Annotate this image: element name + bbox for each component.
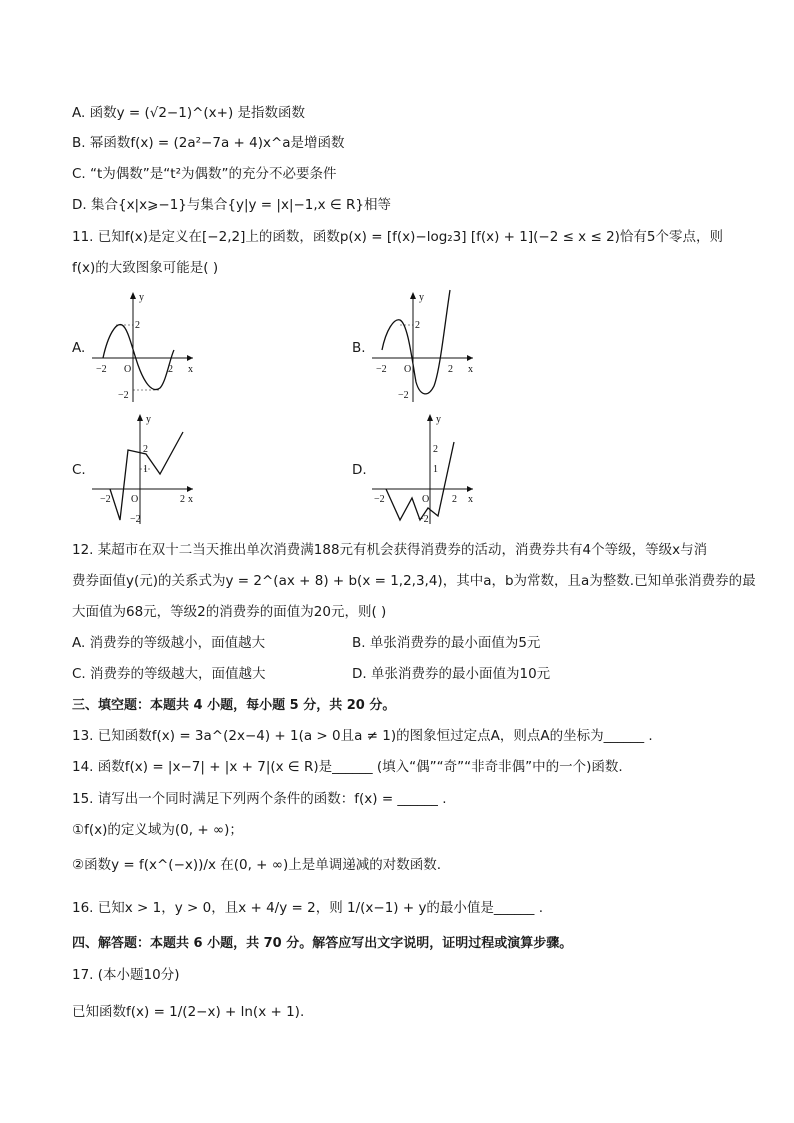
- option-a-q12: A. 消费券的等级越小，面值越大: [72, 635, 266, 651]
- graph-b: [368, 290, 478, 405]
- svg-text:y: y: [436, 414, 441, 425]
- svg-text:1: 1: [433, 464, 438, 475]
- option-d-q12: D. 单张消费券的最小面值为10元: [352, 666, 551, 682]
- svg-text:2: 2: [452, 494, 457, 505]
- graph-b-label: B.: [352, 340, 366, 356]
- question-11-line1: 11. 已知f(x)是定义在[−2,2]上的函数，函数p(x) = [f(x)−log₂3] [f(x) + 1](−2 ≤ x ≤ 2)恰有5个零点，则: [72, 229, 724, 245]
- option-c-q12: C. 消费券的等级越大，面值越大: [72, 666, 266, 682]
- svg-text:2: 2: [448, 364, 453, 375]
- svg-text:−2: −2: [398, 390, 409, 401]
- svg-text:x: x: [468, 494, 473, 505]
- option-b-q10: B. 幂函数f(x) = (2a²−7a + 4)x^a是增函数: [72, 135, 345, 151]
- svg-text:2: 2: [415, 320, 420, 331]
- axis-x-label: x: [188, 364, 193, 375]
- section-4-heading: 四、解答题：本题共 6 小题，共 70 分。解答应写出文字说明，证明过程或演算步骤。: [72, 936, 573, 951]
- svg-text:2: 2: [135, 320, 140, 331]
- option-c-q10: C. “t为偶数”是“t²为偶数”的充分不必要条件: [72, 166, 337, 182]
- question-17-line1: 已知函数f(x) = 1/(2−x) + ln(x + 1).: [72, 1004, 305, 1020]
- svg-text:2: 2: [168, 364, 173, 375]
- svg-text:−2: −2: [100, 494, 111, 505]
- svg-text:y: y: [146, 414, 151, 425]
- svg-text:x: x: [188, 494, 193, 505]
- question-13: 13. 已知函数f(x) = 3a^(2x−4) + 1(a > 0且a ≠ 1)的图象恒过定点A，则点A的坐标为______ .: [72, 728, 653, 744]
- graph-a: [88, 290, 198, 405]
- svg-text:O: O: [404, 364, 412, 375]
- question-12-line3: 大面值为68元，等级2的消费券的面值为20元，则( ): [72, 604, 387, 620]
- question-12-line2: 费券面值y(元)的关系式为y = 2^(ax + 8) + b(x = 1,2,3,4)，其中a，b为常数，且a为整数.已知单张消费券的最: [72, 573, 756, 589]
- svg-text:O: O: [422, 494, 430, 505]
- graph-c-label: C.: [72, 462, 86, 478]
- section-3-heading: 三、填空题：本题共 4 小题，每小题 5 分，共 20 分。: [72, 698, 396, 713]
- svg-text:−2: −2: [376, 364, 387, 375]
- svg-text:y: y: [419, 292, 424, 303]
- axis-y-label: y: [139, 292, 144, 303]
- graph-d: [368, 412, 478, 527]
- option-d-q10: D. 集合{x|x⩾−1}与集合{y|y = |x|−1,x ∈ R}相等: [72, 197, 391, 213]
- svg-text:−2: −2: [374, 494, 385, 505]
- svg-text:2: 2: [180, 494, 185, 505]
- svg-text:2: 2: [433, 444, 438, 455]
- question-16: 16. 已知x > 1，y > 0，且x + 4/y = 2，则 1/(x−1) + y的最小值是______ .: [72, 900, 544, 916]
- question-15-condition-1: ①f(x)的定义域为(0, + ∞)；: [72, 822, 243, 838]
- question-17-title: 17. (本小题10分): [72, 967, 180, 983]
- svg-text:−2: −2: [418, 514, 429, 525]
- option-b-q12: B. 单张消费券的最小面值为5元: [352, 635, 541, 651]
- svg-text:−2: −2: [96, 364, 107, 375]
- question-15-line1: 15. 请写出一个同时满足下列两个条件的函数：f(x) = ______ .: [72, 791, 447, 807]
- graph-c: [88, 412, 198, 527]
- svg-text:−2: −2: [118, 390, 129, 401]
- graph-d-label: D.: [352, 462, 367, 478]
- svg-text:2: 2: [143, 444, 148, 455]
- svg-text:O: O: [131, 494, 139, 505]
- svg-text:x: x: [468, 364, 473, 375]
- graph-a-label: A.: [72, 340, 86, 356]
- origin-label: O: [124, 364, 132, 375]
- question-12-line1: 12. 某超市在双十二当天推出单次消费满188元有机会获得消费券的活动，消费券共有4个等级，等级x与消: [72, 542, 708, 558]
- svg-text:1: 1: [143, 464, 148, 475]
- question-11-line2: f(x)的大致图象可能是( ): [72, 260, 219, 276]
- svg-text:−2: −2: [130, 514, 141, 525]
- question-15-condition-2: ②函数y = f(x^(−x))/x 在(0, + ∞)上是单调递减的对数函数.: [72, 857, 442, 873]
- question-14: 14. 函数f(x) = |x−7| + |x + 7|(x ∈ R)是______ (填入“偶”“奇”“非奇非偶”中的一个)函数.: [72, 759, 623, 775]
- option-a-q10: A. 函数y = (√2−1)^(x+) 是指数函数: [72, 105, 306, 121]
